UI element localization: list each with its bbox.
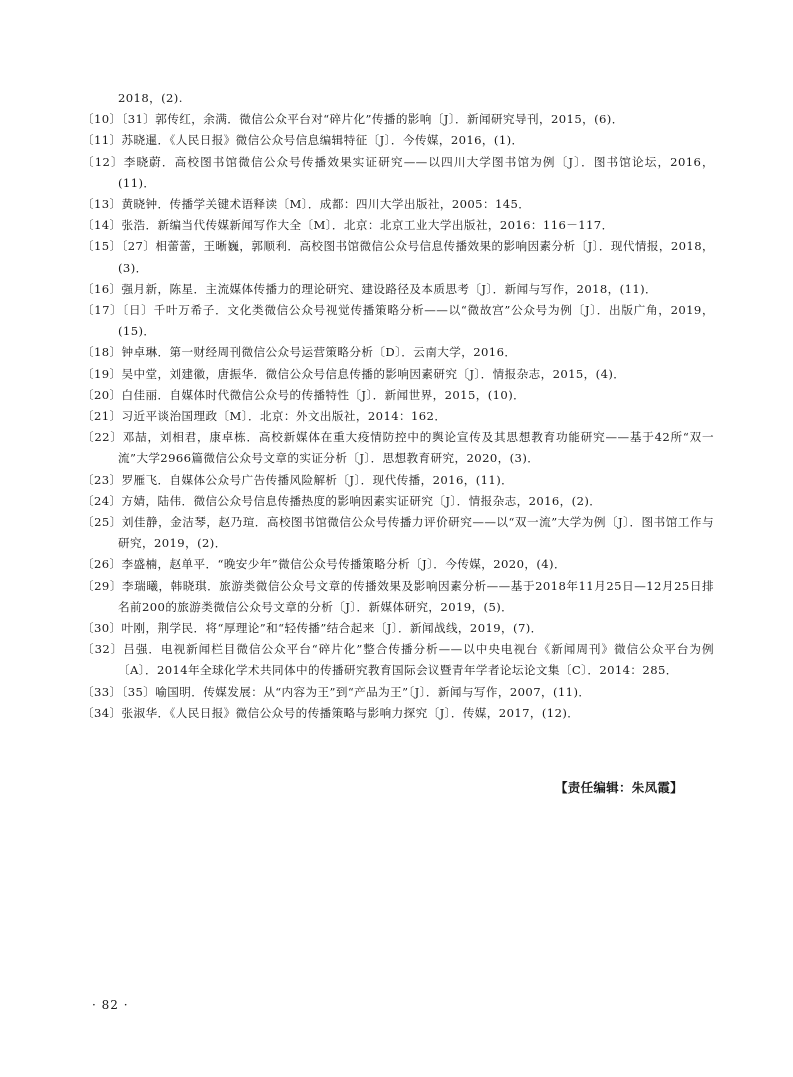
- reference-item: 〔34〕张淑华．《人民日报》微信公众号的传播策略与影响力探究〔J〕．传媒，2017，(12)．: [82, 705, 580, 720]
- reference-item: 〔18〕钟卓琳．第一财经周刊微信公众号运营策略分析〔D〕．云南大学，2016．: [82, 345, 517, 360]
- page-number: · 82 ·: [92, 998, 129, 1012]
- reference-item: 〔33〕〔35〕喻国明．传媒发展：从“内容为王”到“产品为王”〔J〕．新闻与写作，2007，(11)．: [82, 684, 591, 699]
- reference-item: 〔10〕〔31〕郭传红，余满．微信公众平台对“碎片化”传播的影响〔J〕．新闻研究导刊，2015，(6)．: [82, 112, 624, 127]
- reference-item: 〔21〕习近平谈治国理政〔M〕．北京：外文出版社，2014：162．: [82, 409, 447, 424]
- reference-item: 〔15〕〔27〕相蕾蕾，王晰巍，郭顺利．高校图书馆微信公众号信息传播效果的影响因素分析〔J〕．现代情报，2018，(3)．: [82, 239, 714, 275]
- reference-item: 〔30〕叶刚，荆学民．将“厚理论”和“轻传播”结合起来〔J〕．新闻战线，2019，(7)．: [82, 621, 543, 636]
- reference-item: 〔29〕李瑞曦，韩晓琪．旅游类微信公众号文章的传播效果及影响因素分析——基于2018年11月25日—12月25日排名前200的旅游类微信公众号文章的分析〔J〕．新媒体研究，2019，(5)．: [82, 578, 714, 614]
- reference-item: 〔32〕吕强．电视新闻栏目微信公众平台“碎片化”整合传播分析——以中央电视台《新闻周刊》微信公众平台为例〔A〕．2014年全球化学术共同体中的传播研究教育国际会议暨青年学者论坛论文集〔C〕．2014：285．: [82, 642, 714, 678]
- reference-item: 〔26〕李盛楠，赵单平．“晚安少年”微信公众号传播策略分析〔J〕．今传媒，2020，(4)．: [82, 557, 566, 572]
- reference-list: [82, 88, 714, 724]
- reference-item: 〔13〕黄晓钟．传播学关键术语释读〔M〕．成都：四川大学出版社，2005：145．: [82, 197, 531, 212]
- reference-continuation: 2018，(2).: [118, 91, 183, 105]
- reference-item: 〔16〕强月新，陈星．主流媒体传播力的理论研究、建设路径及本质思考〔J〕．新闻与写作，2018，(11)．: [82, 281, 658, 296]
- reference-item: 〔25〕刘佳静，金洁琴，赵乃瑄．高校图书馆微信公众号传播力评价研究——以“双一流”大学为例〔J〕．图书馆工作与研究，2019，(2)．: [82, 515, 714, 551]
- reference-item: 〔24〕方婧，陆伟．微信公众号信息传播热度的影响因素实证研究〔J〕．情报杂志，2016，(2)．: [82, 493, 602, 508]
- reference-item: 〔22〕邓喆，刘相君，康卓栋．高校新媒体在重大疫情防控中的舆论宣传及其思想教育功能研究——基于42所“双一流”大学2966篇微信公众号文章的实证分析〔J〕．思想教育研究，2020，(3)．: [82, 430, 714, 466]
- reference-item: 〔19〕吴中堂，刘建徽，唐振华．微信公众号信息传播的影响因素研究〔J〕．情报杂志，2015，(4)．: [82, 366, 626, 381]
- responsible-editor-note: 【责任编辑：朱凤霞】: [554, 780, 683, 795]
- reference-item: 〔20〕白佳丽．自媒体时代微信公众号的传播特性〔J〕．新闻世界，2015，(10)．: [82, 387, 526, 402]
- reference-item: 〔23〕罗雁飞．自媒体公众号广告传播风险解析〔J〕．现代传播，2016，(11)．: [82, 472, 514, 487]
- reference-item: 〔14〕张浩．新编当代传媒新闻写作大全〔M〕．北京：北京工业大学出版社，2016：116－117．: [82, 218, 614, 233]
- reference-item: 〔11〕苏晓暹．《人民日报》微信公众号信息编辑特征〔J〕．今传媒，2016，(1)．: [82, 133, 524, 148]
- reference-item: 〔12〕李晓蔚．高校图书馆微信公众号传播效果实证研究——以四川大学图书馆为例〔J〕．图书馆论坛，2016，(11)．: [82, 154, 714, 190]
- reference-item: 〔17〕〔日〕千叶万希子．文化类微信公众号视觉传播策略分析——以“微故宫”公众号为例〔J〕．出版广角，2019，(15)．: [82, 303, 714, 339]
